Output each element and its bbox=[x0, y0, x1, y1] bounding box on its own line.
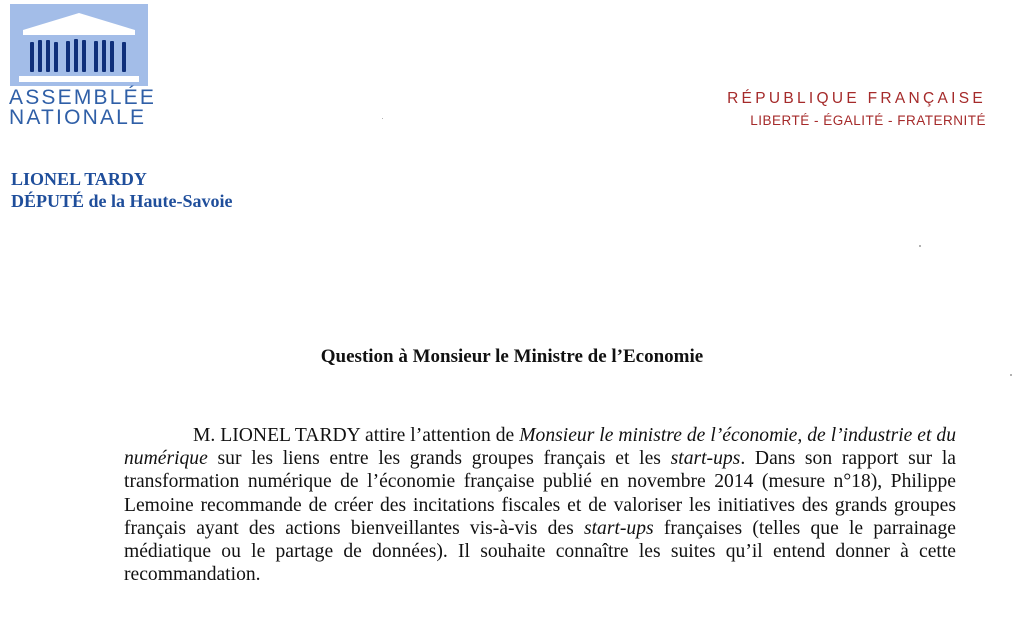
assemblee-wordmark bbox=[9, 86, 157, 129]
deputy-title-rest: de la Haute-Savoie bbox=[84, 191, 233, 211]
emblem-entablature bbox=[23, 30, 135, 35]
question-segment: sur les liens entre les grands groupes français et les bbox=[207, 448, 671, 470]
question-segment: start-ups bbox=[670, 448, 741, 470]
question-segment: M. LIONEL TARDY attire l’attention de bbox=[193, 425, 520, 446]
deputy-name: LIONEL TARDY bbox=[11, 169, 147, 189]
republic-name: RÉPUBLIQUE FRANÇAISE bbox=[727, 90, 986, 107]
question-title: Question à Monsieur le Ministre de l’Economie bbox=[320, 346, 704, 367]
republic-motto: LIBERTÉ - ÉGALITÉ - FRATERNITÉ bbox=[750, 113, 986, 128]
question-segment: Monsieur le ministre de l’économie, de l’industrie et du numérique bbox=[124, 425, 956, 470]
question-segment: françaises (telles que le parrainage médiatique ou le partage de données). Il souhaite connaître les suites qu’il entend donner à cette recommandation. bbox=[124, 517, 956, 586]
scan-speck bbox=[1010, 374, 1012, 376]
assemblee-emblem-icon bbox=[10, 4, 148, 86]
republic-header bbox=[727, 90, 986, 129]
question-segment: . Dans son rapport sur la transformation numérique de l’économie française publié en novembre 2014 (mesure n°18), Philippe Lemoine recommande de créer des incitations fiscales et de valoriser les initiatives des grands groupes français ayant des actions bienveillantes vis-à-vis des bbox=[124, 448, 956, 539]
deputy-title-word: DÉPUTÉ bbox=[11, 191, 85, 211]
scan-speck bbox=[919, 245, 921, 247]
assembly-line1: ASSEMBLÉE bbox=[9, 86, 157, 109]
assemblee-logo bbox=[9, 4, 157, 129]
question-segment: start-ups bbox=[583, 517, 654, 539]
question-body bbox=[124, 424, 956, 586]
deputy-signature-block bbox=[11, 168, 233, 212]
deputy-title bbox=[11, 190, 233, 212]
assembly-line2: NATIONALE bbox=[9, 106, 147, 129]
scan-speck bbox=[382, 118, 383, 119]
emblem-base bbox=[19, 76, 139, 82]
